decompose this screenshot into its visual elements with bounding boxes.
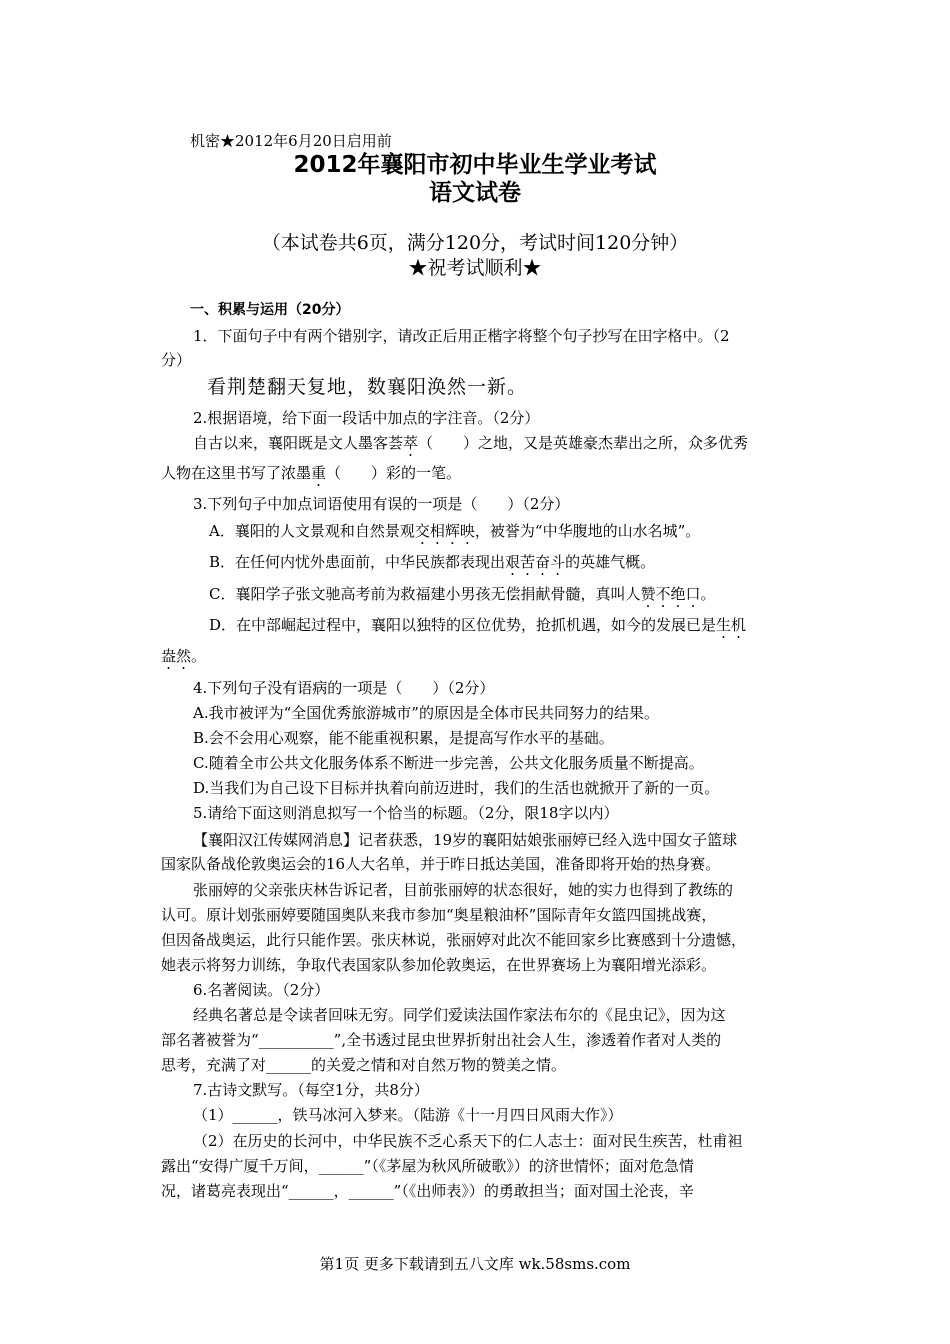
- dotted-char: 萃: [403, 434, 419, 452]
- q1-prompt-cont: 分）: [161, 351, 192, 369]
- dotted-char: 生: [716, 616, 732, 634]
- q1-sentence: 看荆楚翻天复地，数襄阳涣然一新。: [207, 376, 528, 398]
- q7-prompt: 7.古诗文默写。（每空1分，共8分）: [193, 1081, 429, 1099]
- q7-item2-line2: 露出“安得广厦千万间，______”（《茅屋为秋风所破歌》）的济世情怀；面对危急情: [161, 1157, 694, 1175]
- dotted-char: 交: [414, 522, 430, 540]
- q3-option-b: B．在任何内忧外患面前，中华民族都表现出艰苦奋斗的英雄气概。: [209, 553, 656, 571]
- q6-line2: 部名著被誉为“__________”,全书透过昆虫世界折射出社会人生，渗透着作者对人类的: [161, 1031, 722, 1049]
- q2-prompt: 2.根据语境，给下面一段话中加点的字注音。（2分）: [193, 409, 540, 427]
- q3-prompt: 3.下列句子中加点词语使用有误的一项是（ ）（2分）: [193, 495, 570, 513]
- dotted-char: 奋: [535, 553, 551, 571]
- dotted-char: 机: [731, 616, 747, 634]
- dotted-char: 绝: [670, 585, 686, 603]
- dotted-char: 盎: [161, 647, 177, 665]
- q5-news-line5: 但因备战奥运，此行只能作罢。张庆林说，张丽婷对此次不能回家乡比赛感到十分遗憾，: [161, 931, 747, 949]
- q4-option-d: D.当我们为自己设下目标并执着向前迈进时，我们的生活也就掀开了新的一页。: [193, 779, 720, 797]
- q6-line1: 经典名著总是令读者回味无穷。同学们爱读法国作家法布尔的《昆虫记》，因为这: [193, 1006, 726, 1024]
- good-luck-line: ★祝考试顺利★: [408, 257, 542, 279]
- exam-subtitle: 语文试卷: [429, 180, 521, 206]
- q4-option-b: B.会不会用心观察，能不能重视积累，是提高写作水平的基础。: [193, 729, 614, 747]
- dotted-char: 赞: [640, 585, 656, 603]
- dotted-char: 苦: [520, 553, 536, 571]
- dotted-char: 口: [685, 585, 701, 603]
- dotted-char: 然: [176, 647, 192, 665]
- dotted-char: 映: [459, 522, 475, 540]
- q5-prompt: 5.请给下面这则消息拟写一个恰当的标题。（2分，限18字以内）: [193, 804, 619, 822]
- dotted-char: 重: [311, 464, 327, 482]
- q5-news-line2: 国家队备战伦敦奥运会的16人大名单，并于昨日抵达美国，准备即将开始的热身赛。: [161, 855, 721, 873]
- q5-news-line4: 认可。原计划张丽婷要随国奥队来我市参加“奥星粮油杯”国际青年女篮四国挑战赛，: [161, 906, 717, 924]
- q4-prompt: 4.下列句子没有语病的一项是（ ）（2分）: [193, 679, 495, 697]
- q4-option-a: A.我市被评为“全国优秀旅游城市”的原因是全体市民共同努力的结果。: [193, 704, 659, 722]
- q6-prompt: 6.名著阅读。（2分）: [193, 981, 330, 999]
- q1-prompt: 1．下面句子中有两个错别字，请改正后用正楷字将整个句子抄写在田字格中。（2: [193, 327, 730, 345]
- dotted-char: 辉: [444, 522, 460, 540]
- dotted-char: 斗: [550, 553, 566, 571]
- q2-passage-line1: 自古以来，襄阳既是文人墨客荟萃（ ）之地，又是英雄豪杰辈出之所，众多优秀: [193, 434, 749, 452]
- dotted-char: 不: [655, 585, 671, 603]
- q3-option-a: A．襄阳的人文景观和自然景观交相辉映，被誉为“中华腹地的山水名城”。: [209, 522, 701, 540]
- q5-news-line1: 【襄阳汉江传媒网消息】记者获悉，19岁的襄阳姑娘张丽婷已经入选中国女子篮球: [193, 831, 738, 849]
- q3-option-d: D．在中部崛起过程中，襄阳以独特的区位优势，抢抓机遇，如今的发展已是生机: [209, 616, 747, 634]
- q5-news-line6: 她表示将努力训练，争取代表国家队参加伦敦奥运，在世界赛场上为襄阳增光添彩。: [161, 956, 717, 974]
- exam-info: （本试卷共6页，满分120分，考试时间120分钟）: [261, 232, 689, 254]
- q3-option-c: C．襄阳学子张文驰高考前为救福建小男孩无偿捐献骨髓，真叫人赞不绝口。: [209, 585, 716, 603]
- confidential-note: 机密★2012年6月20日启用前: [190, 132, 392, 150]
- q7-item2-line1: （2）在历史的长河中，中华民族不乏心系天下的仁人志士：面对民生疾苦，杜甫袒: [193, 1132, 743, 1150]
- q5-news-line3: 张丽婷的父亲张庆林告诉记者，目前张丽婷的状态很好，她的实力也得到了教练的: [193, 881, 734, 899]
- q6-line3: 思考，充满了对______的关爱之情和对自然万物的赞美之情。: [161, 1056, 567, 1074]
- q2-passage-line2: 人物在这里书写了浓墨重（ ）彩的一笔。: [161, 464, 462, 482]
- q7-item2-line3: 况，诸葛亮表现出“______，______”（《出师表》）的勇敢担当；面对国土沦丧，辛: [161, 1182, 694, 1200]
- section-heading: 一、积累与运用（20分）: [190, 302, 350, 318]
- q4-option-c: C.随着全市公共文化服务体系不断进一步完善，公共文化服务质量不断提高。: [193, 754, 704, 772]
- dotted-char: 相: [429, 522, 445, 540]
- dotted-char: 艰: [505, 553, 521, 571]
- q7-item1: （1）______，铁马冰河入梦来。（陆游《十一月四日风雨大作》）: [193, 1106, 623, 1124]
- page-footer: 第1页 更多下载请到五八文库 wk.58sms.com: [319, 1255, 631, 1273]
- exam-title: 2012年襄阳市初中毕业生学业考试: [293, 152, 657, 178]
- q3-option-d-cont: 盎然。: [161, 647, 207, 665]
